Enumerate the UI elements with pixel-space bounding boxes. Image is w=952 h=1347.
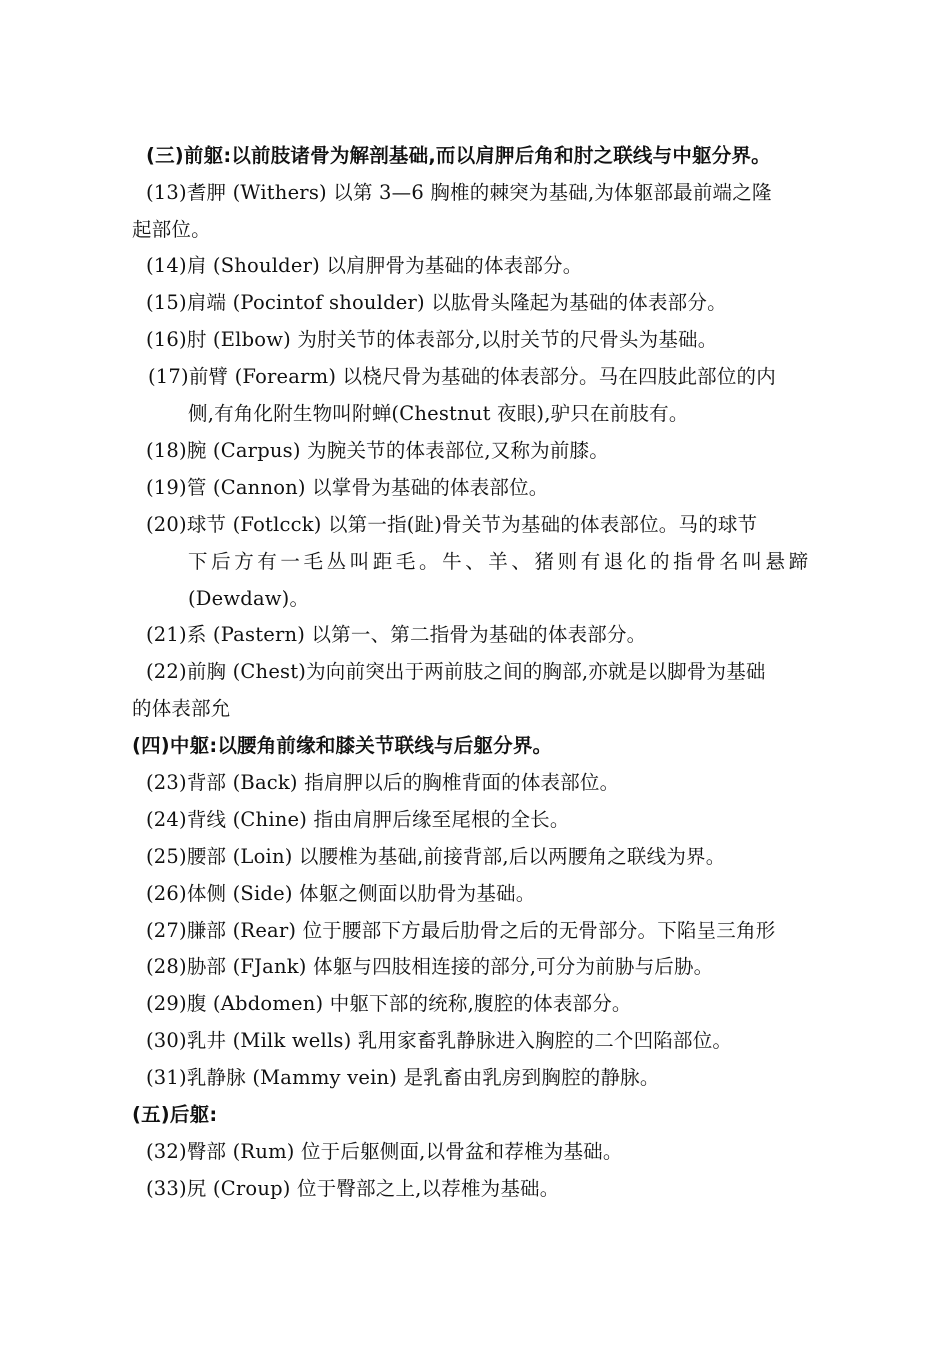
item-22-line-1: (22)前胸 (Chest)为向前突出于两前肢之间的胸部,亦就是以脚骨为基础 [146,660,766,683]
item-33: (33)尻 (Croup) 位于臀部之上,以荐椎为基础。 [146,1177,560,1200]
item-21: (21)系 (Pastern) 以第一、第二指骨为基础的体表部分。 [146,623,647,646]
item-24: (24)背线 (Chine) 指由肩胛后缘至尾根的全长。 [146,808,570,831]
item-13-line-2: 起部位。 [132,218,211,241]
item-26: (26)体侧 (Side) 体躯之侧面以肋骨为基础。 [146,882,536,905]
item-20-line-2: 下后方有一毛丛叫距毛。牛、羊、猪则有退化的指骨名叫悬蹄 [188,550,812,573]
item-16: (16)肘 (Elbow) 为肘关节的体表部分,以肘关节的尺骨头为基础。 [146,328,718,351]
item-29: (29)腹 (Abdomen) 中躯下部的统称,腹腔的体表部分。 [146,992,632,1015]
item-23: (23)背部 (Back) 指肩胛以后的胸椎背面的体表部位。 [146,771,620,794]
item-31: (31)乳静脉 (Mammy vein) 是乳畜由乳房到胸腔的静脉。 [146,1066,660,1089]
item-28: (28)胁部 (FJank) 体躯与四肢相连接的部分,可分为前胁与后胁。 [146,955,714,978]
item-22-line-2: 的体表部允 [132,697,231,720]
item-20-line-3: (Dewdaw)。 [188,587,310,610]
section-5-heading: (五)后躯: [132,1103,218,1126]
item-32: (32)臀部 (Rum) 位于后躯侧面,以骨盆和荐椎为基础。 [146,1140,623,1163]
item-18: (18)腕 (Carpus) 为腕关节的体表部位,又称为前膝。 [146,439,609,462]
item-14: (14)肩 (Shoulder) 以肩胛骨为基础的体表部分。 [146,254,583,277]
item-19: (19)管 (Cannon) 以掌骨为基础的体表部位。 [146,476,549,499]
item-15: (15)肩端 (Pocintof shoulder) 以肱骨头隆起为基础的体表部分。 [146,291,727,314]
item-30: (30)乳井 (Milk wells) 乳用家畜乳静脉进入胸腔的二个凹陷部位。 [146,1029,733,1052]
section-3-heading: (三)前躯:以前肢诸骨为解剖基础,而以肩胛后角和肘之联线与中躯分界。 [146,144,771,167]
item-27: (27)膁部 (Rear) 位于腰部下方最后肋骨之后的无骨部分。下陷呈三角形 [146,919,776,942]
item-20-line-1: (20)球节 (Fotlcck) 以第一指(趾)骨关节为基础的体表部位。马的球节 [146,513,758,536]
item-25: (25)腰部 (Loin) 以腰椎为基础,前接背部,后以两腰角之联线为界。 [146,845,726,868]
item-17-line-1: (17)前臂 (Forearm) 以桡尺骨为基础的体表部分。马在四肢此部位的内 [148,365,776,388]
item-17-line-2: 侧,有角化附生物叫附蝉(Chestnut 夜眼),驴只在前肢有。 [188,402,689,425]
section-4-heading: (四)中躯:以腰角前缘和膝关节联线与后躯分界。 [132,734,553,757]
item-13-line-1: (13)耆胛 (Withers) 以第 3—6 胸椎的棘突为基础,为体躯部最前端之隆 [146,181,772,204]
